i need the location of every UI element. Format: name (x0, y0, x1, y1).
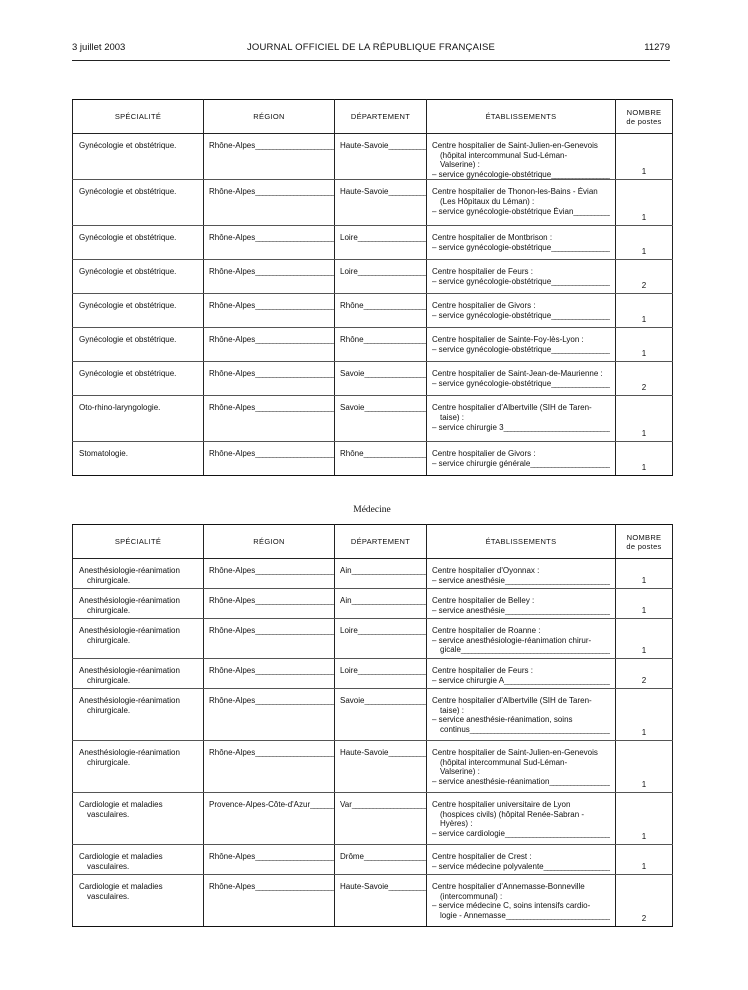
etablissement-line: – service chirurgie A _____ (432, 676, 610, 686)
cell-region (204, 180, 335, 226)
etablissement-line: Centre hospitalier de Givors : (432, 301, 536, 311)
departement-text: Haute-Savoie _____ (340, 141, 427, 150)
cell-specialite (73, 260, 204, 294)
region-text: Rhône-Alpes _____ (209, 335, 335, 344)
cell-specialite (73, 589, 204, 619)
header-rule (72, 60, 670, 61)
table-row (73, 396, 673, 442)
cell-nombre-postes: 2 (616, 362, 673, 396)
etablissement-line: Centre hospitalier d'Annemasse-Bonneville (432, 882, 585, 891)
specialite-text: Cardiologie et maladies (79, 800, 163, 809)
cell-nombre-postes: 2 (616, 260, 673, 294)
region-text: Rhône-Alpes _____ (209, 626, 335, 635)
etablissement-line: (Les Hôpitaux du Léman) : (440, 196, 535, 206)
cell-nombre-postes: 1 (616, 442, 673, 476)
cell-etablissement (427, 328, 616, 362)
etablissement-line: – service gynécologie-obstétrique _____ (432, 311, 610, 321)
etablissement-line: Centre hospitalier de Saint-Jean-de-Maurienne : (432, 369, 603, 379)
specialite-text: chirurgicale. (87, 576, 131, 585)
cell-region (204, 328, 335, 362)
cell-region (204, 659, 335, 689)
cell-etablissement (427, 659, 616, 689)
etablissement-line: – service anesthésie-réanimation, soins (432, 715, 573, 725)
cell-departement (335, 845, 427, 875)
etablissement-line: Centre hospitalier d'Oyonnax : (432, 566, 540, 575)
posts-table-chirurgie (72, 99, 673, 476)
cell-etablissement (427, 559, 616, 589)
cell-etablissement (427, 689, 616, 741)
cell-specialite (73, 559, 204, 589)
cell-specialite (73, 362, 204, 396)
cell-region (204, 793, 335, 845)
cell-etablissement (427, 845, 616, 875)
cell-etablissement (427, 134, 616, 180)
cell-region (204, 442, 335, 476)
etablissement-line: – service médecine polyvalente _____ (432, 862, 610, 872)
region-text: Rhône-Alpes _____ (209, 301, 335, 310)
cell-etablissement (427, 442, 616, 476)
specialite-text: Gynécologie et obstétrique. (79, 335, 177, 345)
departement-text: Loire _____ (340, 267, 427, 276)
etablissement-line: Centre hospitalier universitaire de Lyon (432, 800, 571, 809)
cell-nombre-postes: 1 (616, 689, 673, 741)
cell-etablissement (427, 180, 616, 226)
cell-region (204, 260, 335, 294)
specialite-text: Anesthésiologie-réanimation (79, 696, 180, 705)
cell-region (204, 134, 335, 180)
section-title: Médecine (353, 505, 391, 515)
etablissement-line: Centre hospitalier de Roanne : (432, 626, 541, 635)
specialite-text: chirurgicale. (87, 676, 131, 685)
cell-specialite (73, 659, 204, 689)
cell-specialite (73, 845, 204, 875)
etablissement-line: – service gynécologie-obstétrique _____ (432, 345, 610, 355)
etablissement-line: Valserine) : (440, 160, 480, 170)
table-header-row (73, 525, 673, 559)
region-text: Rhône-Alpes _____ (209, 748, 335, 757)
cell-departement (335, 226, 427, 260)
region-text: Provence-Alpes-Côte-d'Azur _____ (209, 800, 335, 809)
cell-region (204, 619, 335, 659)
col-departement: DÉPARTEMENT (335, 525, 427, 559)
etablissement-line: (hospices civils) (hôpital Renée-Sabran - (440, 809, 585, 819)
col-nombre-line1: NOMBRE (626, 107, 662, 117)
specialite-text: chirurgicale. (87, 758, 131, 767)
table-header-row (73, 100, 673, 134)
departement-text: Loire _____ (340, 666, 427, 675)
cell-specialite (73, 442, 204, 476)
cell-etablissement (427, 260, 616, 294)
specialite-text: Stomatologie. (79, 449, 128, 459)
col-specialite: SPÉCIALITÉ (73, 100, 204, 134)
table-row (73, 845, 673, 875)
cell-nombre-postes: 2 (616, 659, 673, 689)
col-nombre (616, 525, 673, 559)
region-text: Rhône-Alpes _____ (209, 696, 335, 705)
cell-region (204, 875, 335, 927)
specialite-text: Oto-rhino-laryngologie. (79, 403, 161, 413)
specialite-text: Gynécologie et obstétrique. (79, 141, 177, 150)
cell-etablissement (427, 226, 616, 260)
departement-text: Ain _____ (340, 566, 427, 575)
cell-specialite (73, 328, 204, 362)
etablissement-line: Centre hospitalier de Saint-Julien-en-Genevois (432, 748, 598, 757)
etablissement-line: – service gynécologie-obstétrique _____ (432, 379, 610, 389)
cell-departement (335, 362, 427, 396)
cell-nombre-postes: 2 (616, 875, 673, 927)
specialite-text: chirurgicale. (87, 606, 131, 615)
departement-text: Loire _____ (340, 626, 427, 635)
cell-specialite (73, 619, 204, 659)
cell-departement (335, 741, 427, 793)
departement-text: Ain _____ (340, 596, 427, 605)
etablissement-line: taise) : (440, 412, 465, 422)
etablissement-line: (intercommunal) : (440, 891, 503, 901)
cell-specialite (73, 875, 204, 927)
region-text: Rhône-Alpes _____ (209, 187, 335, 196)
etablissement-line: Centre hospitalier de Sainte-Foy-lès-Lyon : (432, 335, 584, 345)
cell-nombre-postes: 1 (616, 741, 673, 793)
cell-region (204, 741, 335, 793)
region-text: Rhône-Alpes _____ (209, 882, 335, 891)
cell-region (204, 689, 335, 741)
col-nombre-line2: de postes (626, 541, 662, 551)
cell-region (204, 589, 335, 619)
specialite-text: chirurgicale. (87, 636, 131, 645)
cell-nombre-postes: 1 (616, 845, 673, 875)
specialite-text: Anesthésiologie-réanimation (79, 666, 180, 675)
departement-text: Haute-Savoie _____ (340, 882, 427, 891)
journal-title: JOURNAL OFFICIEL DE LA RÉPUBLIQUE FRANÇAISE (246, 42, 496, 53)
col-departement: DÉPARTEMENT (335, 100, 427, 134)
cell-specialite (73, 134, 204, 180)
etablissement-line: Centre hospitalier de Crest : (432, 852, 532, 861)
table-row (73, 362, 673, 396)
table-row (73, 442, 673, 476)
cell-etablissement (427, 741, 616, 793)
cell-region (204, 362, 335, 396)
cell-nombre-postes: 1 (616, 180, 673, 226)
col-specialite: SPÉCIALITÉ (73, 525, 204, 559)
etablissement-line: Hyères) : (440, 819, 473, 829)
specialite-text: Cardiologie et maladies (79, 852, 163, 861)
cell-etablissement (427, 619, 616, 659)
specialite-text: Anesthésiologie-réanimation (79, 626, 180, 635)
cell-departement (335, 689, 427, 741)
table-row (73, 659, 673, 689)
table-row (73, 741, 673, 793)
cell-specialite (73, 180, 204, 226)
cell-nombre-postes: 1 (616, 134, 673, 180)
etablissement-line: Centre hospitalier d'Albertville (SIH de Taren- (432, 403, 592, 413)
etablissement-line: – service anesthésie _____ (432, 606, 610, 616)
specialite-text: Gynécologie et obstétrique. (79, 233, 177, 243)
cell-departement (335, 294, 427, 328)
table-row (73, 260, 673, 294)
specialite-text: Anesthésiologie-réanimation (79, 596, 180, 605)
table-row (73, 793, 673, 845)
table-row (73, 559, 673, 589)
etablissement-line: Centre hospitalier de Montbrison : (432, 233, 553, 243)
cell-departement (335, 134, 427, 180)
cell-departement (335, 875, 427, 927)
col-etablissements: ÉTABLISSEMENTS (427, 100, 616, 134)
table-row (73, 689, 673, 741)
departement-text: Savoie _____ (340, 403, 427, 412)
cell-nombre-postes: 1 (616, 589, 673, 619)
departement-text: Loire _____ (340, 233, 427, 242)
cell-departement (335, 619, 427, 659)
etablissement-line: Centre hospitalier de Givors : (432, 449, 536, 459)
etablissement-line: – service médecine C, soins intensifs cardio- (432, 901, 591, 911)
region-text: Rhône-Alpes _____ (209, 369, 335, 378)
specialite-text: Gynécologie et obstétrique. (79, 369, 177, 379)
departement-text: Savoie _____ (340, 369, 427, 378)
cell-nombre-postes: 1 (616, 294, 673, 328)
cell-specialite (73, 396, 204, 442)
region-text: Rhône-Alpes _____ (209, 267, 335, 276)
specialite-text: Gynécologie et obstétrique. (79, 301, 177, 311)
etablissement-line: (hôpital intercommunal Sud-Léman- (440, 150, 568, 160)
specialite-text: vasculaires. (87, 810, 130, 819)
col-nombre-line1: NOMBRE (626, 532, 662, 542)
table-row (73, 589, 673, 619)
etablissement-line: Centre hospitalier de Belley : (432, 596, 535, 605)
specialite-text: chirurgicale. (87, 706, 131, 715)
cell-nombre-postes: 1 (616, 619, 673, 659)
cell-etablissement (427, 362, 616, 396)
cell-specialite (73, 226, 204, 260)
cell-departement (335, 589, 427, 619)
etablissement-line: Centre hospitalier de Feurs : (432, 666, 533, 675)
etablissement-line: – service gynécologie-obstétrique Évian _____ (432, 207, 610, 217)
specialite-text: vasculaires. (87, 862, 130, 871)
cell-nombre-postes: 1 (616, 559, 673, 589)
region-text: Rhône-Alpes _____ (209, 566, 335, 575)
page-date: 3 juillet 2003 (72, 42, 126, 53)
table-row (73, 875, 673, 927)
etablissement-line: Centre hospitalier d'Albertville (SIH de Taren- (432, 696, 592, 705)
etablissement-line: taise) : (440, 705, 465, 715)
region-text: Rhône-Alpes _____ (209, 403, 335, 412)
etablissement-line: – service cardiologie _____ (432, 829, 610, 839)
etablissement-line: – service gynécologie-obstétrique _____ (432, 243, 610, 253)
cell-departement (335, 659, 427, 689)
etablissement-line: logie - Annemasse _____ (432, 911, 610, 921)
departement-text: Rhône _____ (340, 301, 427, 310)
specialite-text: Anesthésiologie-réanimation (79, 748, 180, 757)
region-text: Rhône-Alpes _____ (209, 141, 335, 150)
specialite-text: Gynécologie et obstétrique. (79, 267, 177, 277)
col-region: RÉGION (204, 100, 335, 134)
etablissement-line: gicale _____ (432, 645, 610, 655)
region-text: Rhône-Alpes _____ (209, 852, 335, 861)
cell-specialite (73, 294, 204, 328)
cell-departement (335, 396, 427, 442)
cell-etablissement (427, 294, 616, 328)
etablissement-line: – service chirurgie générale _____ (432, 459, 610, 469)
departement-text: Savoie _____ (340, 696, 427, 705)
cell-region (204, 226, 335, 260)
departement-text: Haute-Savoie _____ (340, 187, 427, 196)
page-number: 11279 (644, 42, 670, 53)
cell-departement (335, 328, 427, 362)
cell-nombre-postes: 1 (616, 793, 673, 845)
cell-departement (335, 260, 427, 294)
etablissement-line: continus _____ (432, 725, 610, 735)
region-text: Rhône-Alpes _____ (209, 449, 335, 458)
cell-etablissement (427, 875, 616, 927)
cell-region (204, 396, 335, 442)
cell-specialite (73, 689, 204, 741)
etablissement-line: (hôpital intercommunal Sud-Léman- (440, 757, 568, 767)
table-row (73, 328, 673, 362)
specialite-text: vasculaires. (87, 892, 130, 901)
departement-text: Drôme _____ (340, 852, 427, 861)
specialite-text: Gynécologie et obstétrique. (79, 187, 177, 197)
region-text: Rhône-Alpes _____ (209, 233, 335, 242)
departement-text: Var _____ (340, 800, 427, 809)
table-row (73, 619, 673, 659)
specialite-text: Cardiologie et maladies (79, 882, 163, 891)
cell-region (204, 559, 335, 589)
cell-etablissement (427, 793, 616, 845)
departement-text: Haute-Savoie _____ (340, 748, 427, 757)
cell-specialite (73, 793, 204, 845)
cell-nombre-postes: 1 (616, 396, 673, 442)
cell-departement (335, 559, 427, 589)
cell-etablissement (427, 589, 616, 619)
etablissement-line: Centre hospitalier de Feurs : (432, 267, 533, 277)
cell-departement (335, 442, 427, 476)
cell-departement (335, 793, 427, 845)
etablissement-line: Centre hospitalier de Thonon-les-Bains - Évian (432, 187, 598, 197)
departement-text: Rhône _____ (340, 449, 427, 458)
cell-nombre-postes: 1 (616, 226, 673, 260)
etablissement-line: – service anesthésie-réanimation _____ (432, 777, 610, 787)
col-region: RÉGION (204, 525, 335, 559)
col-etablissements: ÉTABLISSEMENTS (427, 525, 616, 559)
region-text: Rhône-Alpes _____ (209, 666, 335, 675)
etablissement-line: – service chirurgie 3 _____ (432, 423, 610, 433)
etablissement-line: – service anesthésiologie-réanimation chirur- (432, 635, 592, 645)
cell-region (204, 845, 335, 875)
table-row (73, 294, 673, 328)
col-nombre-line2: de postes (626, 116, 662, 126)
region-text: Rhône-Alpes _____ (209, 596, 335, 605)
etablissement-line: – service gynécologie-obstétrique _____ (432, 277, 610, 287)
posts-table-medecine (72, 524, 673, 927)
etablissement-line: – service anesthésie _____ (432, 576, 610, 586)
page-header (72, 42, 670, 56)
table-row (73, 180, 673, 226)
etablissement-line: Valserine) : (440, 767, 480, 777)
cell-specialite (73, 741, 204, 793)
cell-etablissement (427, 396, 616, 442)
cell-departement (335, 180, 427, 226)
cell-nombre-postes: 1 (616, 328, 673, 362)
specialite-text: Anesthésiologie-réanimation (79, 566, 180, 575)
col-nombre (616, 100, 673, 134)
departement-text: Rhône _____ (340, 335, 427, 344)
etablissement-line: – service gynécologie-obstétrique _____ (432, 170, 610, 180)
table-row (73, 134, 673, 180)
cell-region (204, 294, 335, 328)
table-row (73, 226, 673, 260)
etablissement-line: Centre hospitalier de Saint-Julien-en-Genevois (432, 141, 598, 150)
